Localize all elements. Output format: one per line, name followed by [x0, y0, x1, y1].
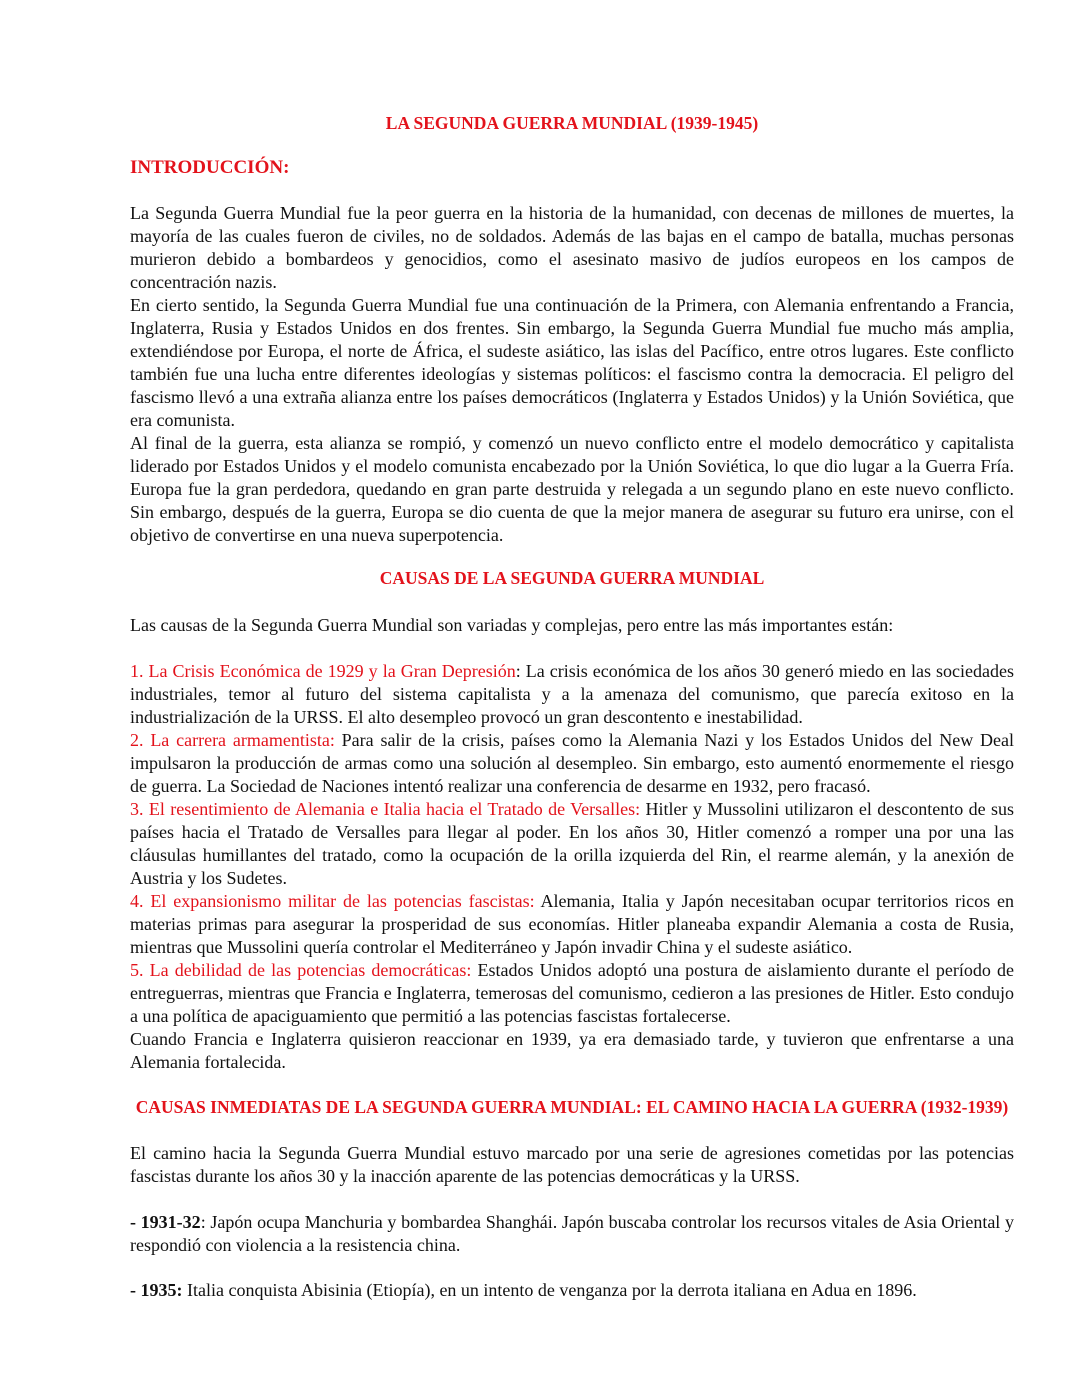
- immediate-intro: El camino hacia la Segunda Guerra Mundial estuvo marcado por una serie de agresiones cometidas por las potencias fascistas durante los años 30 y la inacción aparente de las potencias democráticas y la URSS.: [130, 1143, 1014, 1186]
- cause-label: 3. El resentimiento de Alemania e Italia hacia el Tratado de Versalles:: [130, 799, 641, 819]
- cause-text: Estados Unidos adoptó una postura de aislamiento durante el período de entreguerras, mientras que Francia e Inglaterra, temerosas del comunismo, cedieron a las presiones de Hitler. Esto condujo a una política de apaciguamiento que permitió a las potencias fascistas fortalecerse.: [130, 960, 1015, 1026]
- causes-heading: CAUSAS DE LA SEGUNDA GUERRA MUNDIAL: [379, 568, 765, 588]
- event-text: : Japón ocupa Manchuria y bombardea Shanghái. Japón buscaba controlar los recursos vitales de Asia Oriental y respondió con violencia a la resistencia china.: [130, 1212, 1014, 1255]
- event-text: Italia conquista Abisinia (Etiopía), en un intento de venganza por la derrota italiana en Adua en 1896.: [182, 1280, 917, 1300]
- intro-paragraph: En cierto sentido, la Segunda Guerra Mundial fue una continuación de la Primera, con Alemania enfrentando a Francia, Inglaterra, Rusia y Estados Unidos en dos frentes. Sin embargo, la Segunda Guerra Mundial fue mucho más amplia, extendiéndose por Europa, el norte de África, el sudeste asiático, las islas del Pacífico, entre otros lugares. Este conflicto también fue una lucha entre diferentes ideologías y sistemas políticos: el fascismo contra la democracia. El peligro del fascismo llevó a una extraña alianza entre los países democráticos (Inglaterra y Estados Unidos) y la Unión Soviética, que era comunista.: [130, 295, 1014, 430]
- intro-heading: INTRODUCCIÓN:: [130, 157, 290, 178]
- cause-label: 4. El expansionismo militar de las potencias fascistas:: [130, 891, 535, 911]
- cause-text: Para salir de la crisis, países como la Alemania Nazi y los Estados Unidos del New Deal impulsaron la producción de armas como una solución al desempleo. Sin embargo, esto aumentó enormemente el riesgo de guerra. La Sociedad de Naciones intentó realizar una conferencia de desarme en 1932, pero fracasó.: [130, 730, 1014, 796]
- event-year: - 1935:: [130, 1280, 183, 1300]
- cause-label: 2. La carrera armamentista:: [130, 730, 335, 750]
- cause-text: : La crisis económica de los años 30 generó miedo en las sociedades industriales, temor al futuro del sistema capitalista y a la amenaza del comunismo, que parecía exitoso en la industrialización de la URSS. El alto desempleo provocó un gran descontento e inestabilidad.: [130, 661, 1014, 727]
- intro-paragraph: La Segunda Guerra Mundial fue la peor guerra en la historia de la humanidad, con decenas de millones de muertes, la mayoría de las cuales fueron de civiles, no de soldados. Además de las bajas en el campo de batalla, muchas personas murieron debido a bombardeos y genocidios, como el asesinato masivo de judíos europeos en los campos de concentración nazis.: [130, 203, 1014, 292]
- causes-closing: Cuando Francia e Inglaterra quisieron reaccionar en 1939, ya era demasiado tarde, y tuvieron que enfrentarse a una Alemania fortalecida.: [130, 1029, 1014, 1072]
- cause-text: Alemania, Italia y Japón necesitaban ocupar territorios ricos en materias primas para asegurar la prosperidad de sus economías. Hitler planeaba expandir Alemania a costa de Rusia, mientras que Mussolini quería controlar el Mediterráneo y Japón invadir China y el sudeste asiático.: [130, 891, 1014, 957]
- cause-text: Hitler y Mussolini utilizaron el descontento de sus países hacia el Tratado de Versalles para llegar al poder. En los años 30, Hitler comenzó a romper una por una las cláusulas humillantes del tratado, como la ocupación de la orilla izquierda del Rin, el rearme alemán, y la anexión de Austria y los Sudetes.: [130, 799, 1014, 888]
- cause-label: 1. La Crisis Económica de 1929 y la Gran Depresión: [130, 661, 516, 681]
- intro-paragraph: Al final de la guerra, esta alianza se rompió, y comenzó un nuevo conflicto entre el modelo democrático y capitalista liderado por Estados Unidos y el modelo comunista encabezado por la Unión Soviética, lo que dio lugar a la Guerra Fría. Europa fue la gran perdedora, quedando en gran parte destruida y relegada a un segundo plano en este nuevo conflicto. Sin embargo, después de la guerra, Europa se dio cuenta de que la mejor manera de asegurar su futuro era unirse, con el objetivo de convertirse en una nueva superpotencia.: [130, 433, 1014, 545]
- document-title: LA SEGUNDA GUERRA MUNDIAL (1939-1945): [385, 113, 759, 133]
- event-year: - 1931-32: [130, 1212, 201, 1232]
- causes-intro: Las causas de la Segunda Guerra Mundial son variadas y complejas, pero entre las más importantes están:: [130, 615, 894, 635]
- cause-item: [130, 959, 1014, 1028]
- cause-item: [130, 660, 1014, 729]
- cause-label: 5. La debilidad de las potencias democráticas:: [130, 960, 472, 980]
- cause-item: [130, 890, 1014, 959]
- document-page: [130, 112, 1014, 1302]
- event-item: [130, 1211, 1014, 1257]
- cause-item: [130, 729, 1014, 798]
- event-item: [130, 1279, 1014, 1302]
- cause-item: [130, 798, 1014, 890]
- immediate-causes-heading: CAUSAS INMEDIATAS DE LA SEGUNDA GUERRA MUNDIAL: EL CAMINO HACIA LA GUERRA (1932-1939): [135, 1097, 1009, 1117]
